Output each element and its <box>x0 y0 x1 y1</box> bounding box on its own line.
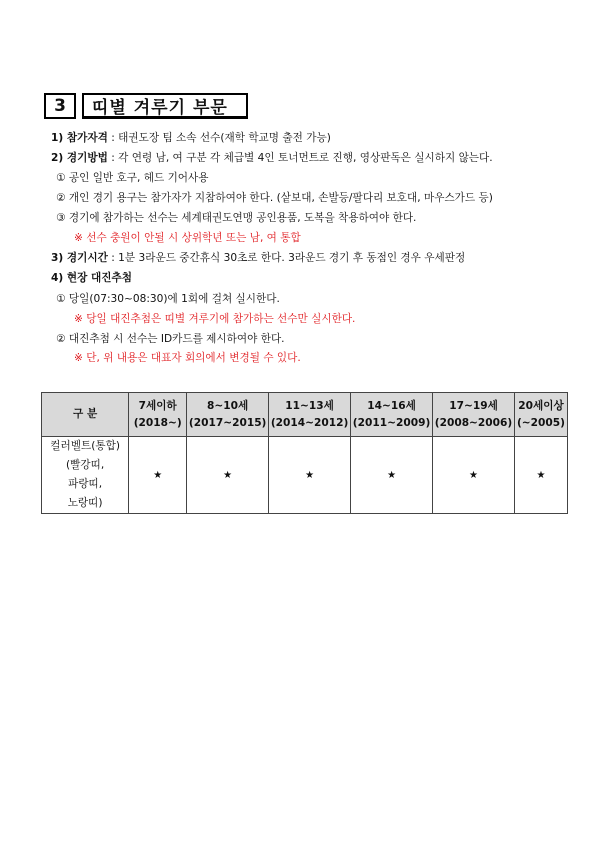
draw-note-1: ※ 당일 대진추첨은 띠별 겨루기에 참가하는 선수만 실시한다. <box>74 313 356 325</box>
header-age-col: 7세이하 (2018~) <box>129 393 187 437</box>
method-sub-2: ② 개인 경기 용구는 참가자가 지참하여야 한다. (샅보대, 손발등/팔다리 보호대, 마우스가드 등) <box>56 192 493 204</box>
method-note: ※ 선수 충원이 안될 시 상위학년 또는 남, 여 통합 <box>74 232 301 244</box>
draw-sub-2: ② 대진추첨 시 선수는 ID카드를 제시하여야 한다. <box>56 333 285 345</box>
header-age-col: 8~10세 (2017~2015) <box>187 393 269 437</box>
method-sub-1: ① 공인 일반 호구, 헤드 기어사용 <box>56 172 209 184</box>
section-header <box>44 93 248 119</box>
header-category: 구 분 <box>42 393 129 437</box>
row-label-color-belt: 컬러벨트(통합) (빨강띠, 파랑띠, 노랑띠) <box>42 437 129 514</box>
item-method: 2) 경기방법 : 각 연령 남, 여 구분 각 체급별 4인 토너먼트로 진행, 영상판독은 실시하지 않는다. <box>51 152 493 164</box>
item-draw: 4) 현장 대진추첨 <box>51 272 132 284</box>
header-age-col: 17~19세 (2008~2006) <box>433 393 515 437</box>
table-row <box>42 437 568 514</box>
star-mark: ★ <box>187 437 269 514</box>
draw-note-2: ※ 단, 위 내용은 대표자 회의에서 변경될 수 있다. <box>74 352 301 364</box>
item-time: 3) 경기시간 : 1분 3라운드 중간휴식 30초로 한다. 3라운드 경기 후 동점인 경우 우세판정 <box>51 252 466 264</box>
age-division-table <box>41 392 568 514</box>
table-header-row <box>42 393 568 437</box>
star-mark: ★ <box>269 437 351 514</box>
draw-sub-1: ① 당일(07:30~08:30)에 1회에 걸쳐 실시한다. <box>56 293 280 305</box>
section-title: 띠별 겨루기 부문 <box>82 93 248 119</box>
section-number: 3 <box>44 93 76 119</box>
star-mark: ★ <box>129 437 187 514</box>
star-mark: ★ <box>351 437 433 514</box>
method-sub-3: ③ 경기에 참가하는 선수는 세계태권도연맹 공인용품, 도복을 착용하여야 한다. <box>56 212 417 224</box>
star-mark: ★ <box>433 437 515 514</box>
item-eligibility: 1) 참가자격 : 태권도장 팀 소속 선수(재학 학교명 출전 가능) <box>51 132 331 144</box>
header-age-col: 20세이상 (~2005) <box>514 393 567 437</box>
header-age-col: 11~13세 (2014~2012) <box>269 393 351 437</box>
header-age-col: 14~16세 (2011~2009) <box>351 393 433 437</box>
star-mark: ★ <box>514 437 567 514</box>
